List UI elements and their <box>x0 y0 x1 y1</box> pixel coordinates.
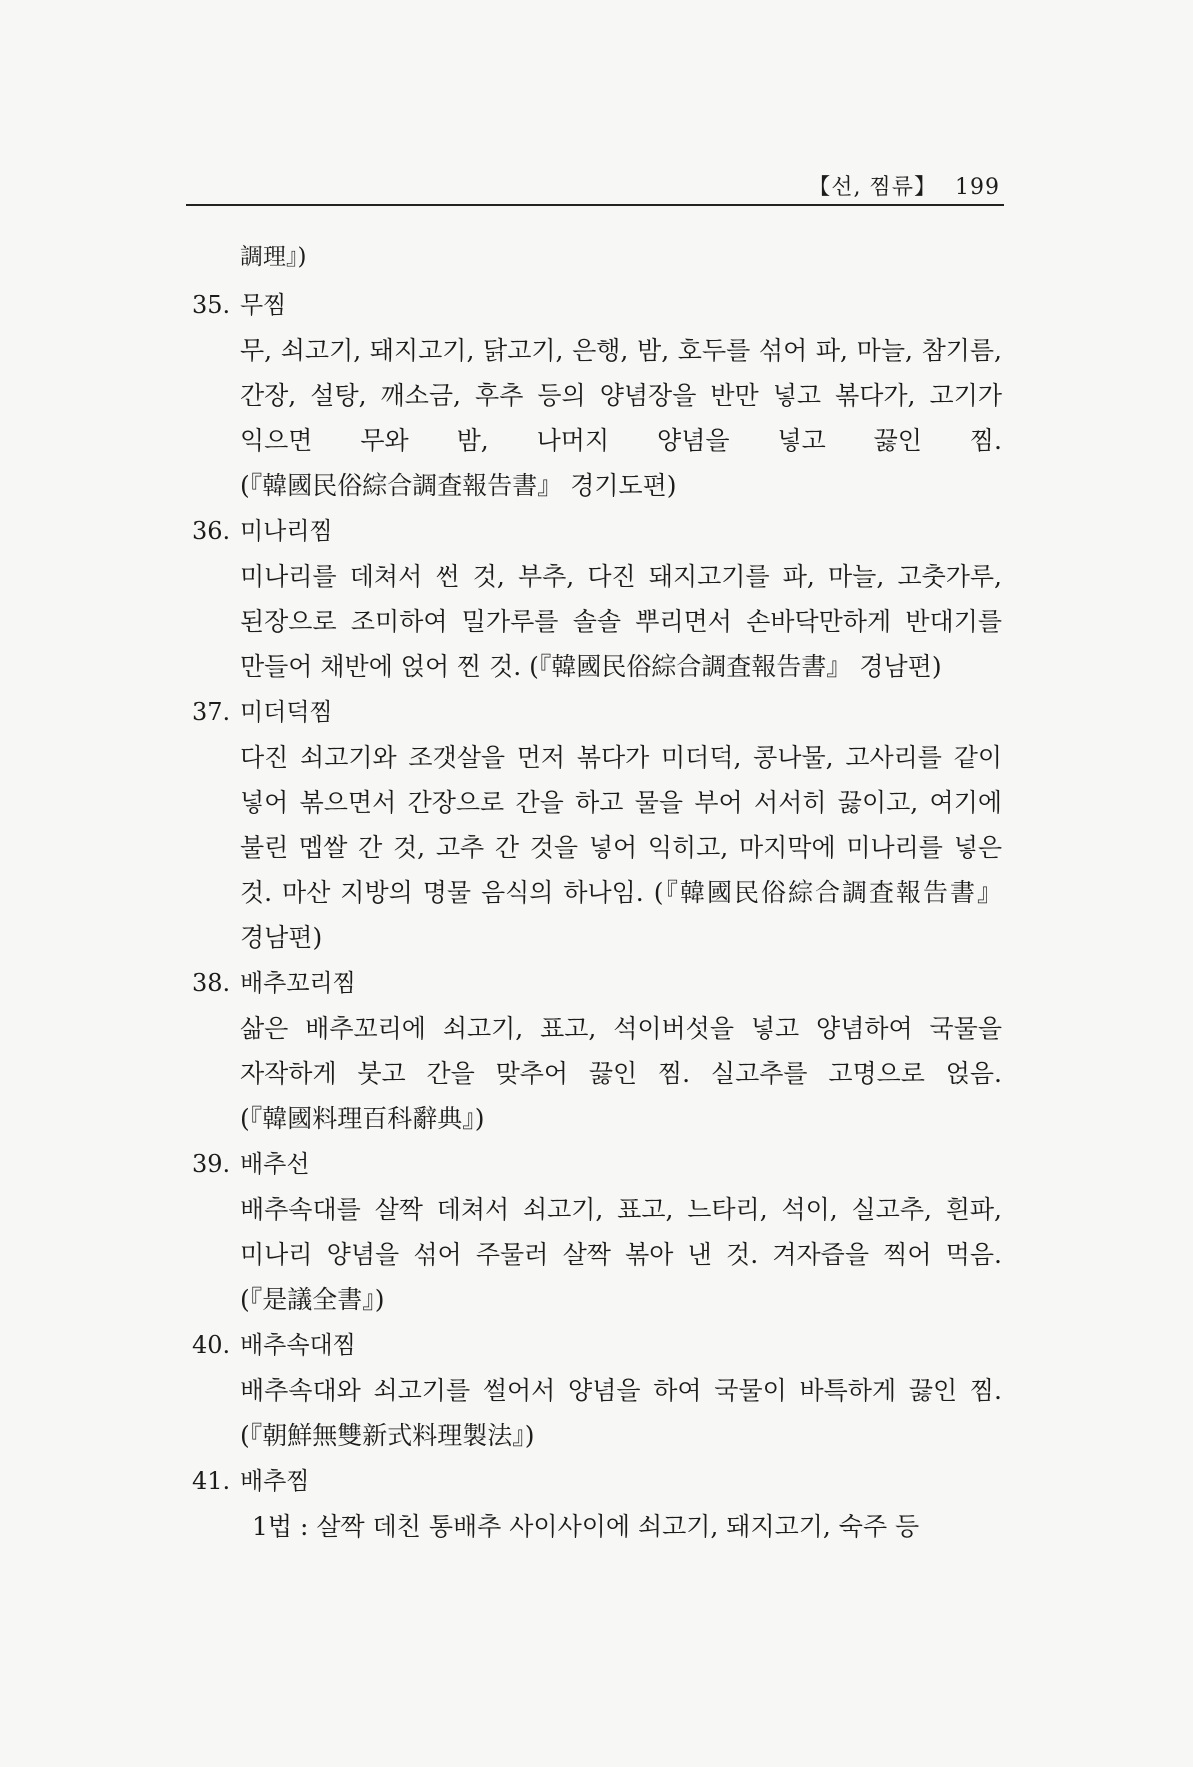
entry-body: 무, 쇠고기, 돼지고기, 닭고기, 은행, 밤, 호두를 섞어 파, 마늘, 참기름, 간장, 설탕, 깨소금, 후추 등의 양념장을 반만 넣고 볶다가, 고기가 익으면 무와 밤, 나머지 양념을 넣고 끓인 찜. (『韓國民俗綜合調査報告書』 경기도편) <box>240 336 1002 500</box>
entry-number: 40. <box>192 1331 231 1359</box>
entry-title: 배추속대찜 <box>240 1331 356 1359</box>
entry-35 <box>192 282 1004 508</box>
entry-number: 37. <box>192 698 231 726</box>
entry-title: 미나리찜 <box>240 517 333 545</box>
entry-body: 배추속대와 쇠고기를 썰어서 양념을 하여 국물이 바특하게 끓인 찜. (『朝鮮無雙新式料理製法』) <box>240 1376 1002 1450</box>
header-right <box>808 170 1000 201</box>
entry-body: 배추속대를 살짝 데쳐서 쇠고기, 표고, 느타리, 석이, 실고추, 흰파, 미나리 양념을 섞어 주물러 살짝 볶아 낸 것. 겨자즙을 찍어 먹음. (『是議全書』) <box>240 1195 1002 1314</box>
entry-number: 39. <box>192 1150 231 1178</box>
entry-heading <box>192 282 1004 328</box>
entry-body: 다진 쇠고기와 조갯살을 먼저 볶다가 미더덕, 콩나물, 고사리를 같이 넣어 볶으면서 간장으로 간을 하고 물을 부어 서서히 끓이고, 여기에 불린 멥쌀 간 것, 고추 간 것을 넣어 익히고, 마지막에 미나리를 넣은 것. 마산 지방의 명물 음식의 하나임. (『韓國民俗綜合調査報告書』 경남편) <box>240 743 1002 952</box>
entry-title: 배추꼬리찜 <box>240 969 356 997</box>
entry-body: 1법 : 살짝 데친 통배추 사이사이에 쇠고기, 돼지고기, 숙주 등 <box>252 1512 920 1541</box>
entry-heading <box>192 1141 1004 1187</box>
entry-number: 35. <box>192 291 231 319</box>
entry-number: 41. <box>192 1467 231 1495</box>
entry-39 <box>192 1141 1004 1322</box>
section-title: 【선, 찜류】 <box>808 175 937 200</box>
entry-body: 미나리를 데쳐서 썬 것, 부추, 다진 돼지고기를 파, 마늘, 고춧가루, 된장으로 조미하여 밀가루를 솔솔 뿌리면서 손바닥만하게 반대기를 만들어 채반에 얹어 찐 것. (『韓國民俗綜合調査報告書』 경남편) <box>240 562 1002 681</box>
entry-heading <box>192 689 1004 735</box>
entry-title: 배추선 <box>240 1150 310 1178</box>
page-number: 199 <box>955 175 1000 200</box>
entry-41 <box>192 1458 1004 1549</box>
entry-heading <box>192 1322 1004 1368</box>
entry-title: 배추찜 <box>240 1467 310 1495</box>
entry-40 <box>192 1322 1004 1458</box>
running-header <box>186 160 1004 206</box>
continued-text: 調理』) <box>240 244 307 270</box>
entry-title: 무찜 <box>240 291 287 319</box>
entry-heading <box>192 1458 1004 1504</box>
entry-37 <box>192 689 1004 960</box>
entry-number: 38. <box>192 969 231 997</box>
entry-title: 미더덕찜 <box>240 698 333 726</box>
entry-number: 36. <box>192 517 231 545</box>
entry-heading <box>192 508 1004 554</box>
page-content <box>192 232 1004 1549</box>
entry-body: 삶은 배추꼬리에 쇠고기, 표고, 석이버섯을 넣고 양념하여 국물을 자작하게 붓고 간을 맞추어 끓인 찜. 실고추를 고명으로 얹음. (『韓國料理百科辭典』) <box>240 1014 1002 1133</box>
entry-38 <box>192 960 1004 1141</box>
entry-36 <box>192 508 1004 689</box>
entry-heading <box>192 960 1004 1006</box>
